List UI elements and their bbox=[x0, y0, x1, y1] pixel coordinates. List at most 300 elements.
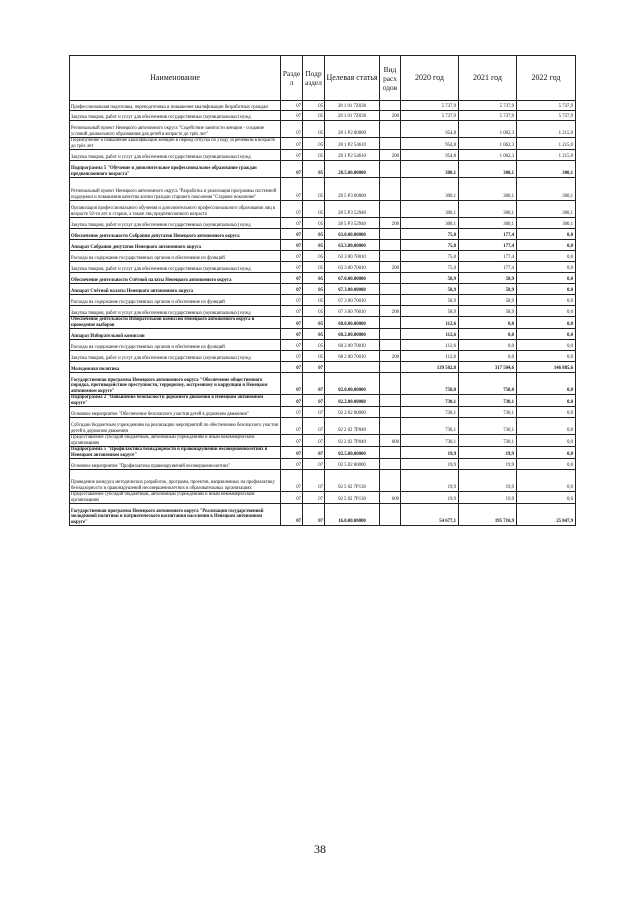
row-target-article: 16.0.00.00000 bbox=[325, 504, 380, 526]
row-value-2022: 0,0 bbox=[517, 407, 576, 418]
row-razdel: 07 bbox=[281, 317, 303, 329]
row-podrazdel: 05 bbox=[303, 150, 325, 161]
row-target-article: 28 5 P3 52940 bbox=[325, 218, 380, 229]
row-expense-type bbox=[380, 418, 401, 435]
row-value-2020: 5 737,9 bbox=[401, 101, 459, 111]
row-expense-type bbox=[380, 251, 401, 262]
row-target-article: 02 5 02 7P130 bbox=[325, 492, 380, 504]
table-row bbox=[70, 435, 576, 447]
row-value-2021: 58,9 bbox=[459, 306, 517, 317]
table-row bbox=[70, 407, 576, 418]
row-value-2020: 300,1 bbox=[401, 218, 459, 229]
row-value-2022: 0,0 bbox=[517, 240, 576, 251]
row-target-article: 02.5.00.00000 bbox=[325, 447, 380, 459]
row-value-2020: 58,9 bbox=[401, 295, 459, 306]
row-podrazdel: 05 bbox=[303, 201, 325, 218]
row-expense-type bbox=[380, 407, 401, 418]
row-podrazdel: 05 bbox=[303, 329, 325, 340]
row-expense-type bbox=[380, 284, 401, 295]
row-target-article: 02 2 02 00000 bbox=[325, 407, 380, 418]
row-expense-type: 200 bbox=[380, 111, 401, 121]
row-podrazdel: 07 bbox=[303, 373, 325, 395]
row-target-article: 68 2 00 70010 bbox=[325, 340, 380, 351]
row-value-2020: 75,0 bbox=[401, 229, 459, 240]
table-row bbox=[70, 121, 576, 138]
row-razdel: 07 bbox=[281, 470, 303, 492]
row-value-2020: 58,9 bbox=[401, 273, 459, 284]
row-name: Закупка товаров, работ и услуг для обеспечения государственных (муниципальных) нужд bbox=[70, 218, 281, 229]
table-row bbox=[70, 240, 576, 251]
row-value-2022: 5 737,9 bbox=[517, 101, 576, 111]
row-podrazdel: 05 bbox=[303, 138, 325, 150]
row-value-2020: 954,8 bbox=[401, 138, 459, 150]
row-target-article bbox=[325, 362, 380, 373]
row-target-article: 02.2.00.00000 bbox=[325, 395, 380, 407]
row-expense-type bbox=[380, 447, 401, 459]
row-value-2021: 1 062,3 bbox=[459, 138, 517, 150]
header-year-2022: 2022 год bbox=[517, 56, 576, 101]
row-value-2021: 730,1 bbox=[459, 418, 517, 435]
row-name: Основное мероприятие "Профилактика правонарушений несовершеннолетних" bbox=[70, 459, 281, 470]
row-expense-type: 200 bbox=[380, 306, 401, 317]
table-row bbox=[70, 161, 576, 178]
header-razdel: Разде л bbox=[281, 56, 303, 101]
table-row bbox=[70, 284, 576, 295]
row-podrazdel: 05 bbox=[303, 121, 325, 138]
row-target-article: 67.3.00.00000 bbox=[325, 284, 380, 295]
row-value-2021: 730,1 bbox=[459, 395, 517, 407]
row-value-2021: 0,0 bbox=[459, 351, 517, 362]
row-value-2022: 300,1 bbox=[517, 218, 576, 229]
table-row bbox=[70, 373, 576, 395]
row-expense-type bbox=[380, 470, 401, 492]
row-value-2022: 300,1 bbox=[517, 178, 576, 201]
budget-table bbox=[69, 55, 576, 526]
row-expense-type bbox=[380, 178, 401, 201]
row-razdel: 07 bbox=[281, 395, 303, 407]
row-razdel: 07 bbox=[281, 351, 303, 362]
table-row bbox=[70, 340, 576, 351]
row-podrazdel: 05 bbox=[303, 101, 325, 111]
row-razdel: 07 bbox=[281, 161, 303, 178]
row-target-article: 28 1 01 7Z030 bbox=[325, 101, 380, 111]
row-expense-type bbox=[380, 138, 401, 150]
row-razdel: 07 bbox=[281, 218, 303, 229]
row-target-article: 02 2 02 7P040 bbox=[325, 435, 380, 447]
row-value-2022: 0,0 bbox=[517, 317, 576, 329]
row-value-2020: 730,1 bbox=[401, 418, 459, 435]
row-razdel: 07 bbox=[281, 262, 303, 273]
table-row bbox=[70, 138, 576, 150]
row-expense-type bbox=[380, 504, 401, 526]
row-target-article: 63.3.00.00000 bbox=[325, 240, 380, 251]
row-podrazdel: 05 bbox=[303, 317, 325, 329]
row-value-2020: 19,9 bbox=[401, 470, 459, 492]
row-value-2022: 5 737,9 bbox=[517, 111, 576, 121]
table-row bbox=[70, 504, 576, 526]
row-value-2020: 19,9 bbox=[401, 459, 459, 470]
row-target-article: 67 3 00 70010 bbox=[325, 295, 380, 306]
table-row bbox=[70, 306, 576, 317]
row-value-2021: 195 716,9 bbox=[459, 504, 517, 526]
row-value-2022: 0,0 bbox=[517, 459, 576, 470]
row-value-2021: 730,1 bbox=[459, 435, 517, 447]
row-razdel: 07 bbox=[281, 459, 303, 470]
row-value-2021: 58,9 bbox=[459, 284, 517, 295]
row-podrazdel: 07 bbox=[303, 362, 325, 373]
row-value-2021: 300,1 bbox=[459, 178, 517, 201]
row-podrazdel: 07 bbox=[303, 492, 325, 504]
row-value-2022: 0,0 bbox=[517, 273, 576, 284]
budget-table-sheet bbox=[69, 55, 575, 526]
row-razdel: 07 bbox=[281, 329, 303, 340]
header-podrazdel: Подр аздел bbox=[303, 56, 325, 101]
row-target-article: 28 1 P2 54610 bbox=[325, 150, 380, 161]
row-podrazdel: 05 bbox=[303, 240, 325, 251]
row-value-2022: 0,0 bbox=[517, 435, 576, 447]
row-value-2021: 177,4 bbox=[459, 229, 517, 240]
header-target-article: Целевая статья bbox=[325, 56, 380, 101]
row-name: Субсидии бюджетным учреждениям на реализацию мероприятий по обеспечению безопасного участия детей в дорожном движении bbox=[70, 418, 281, 435]
row-value-2022: 0,0 bbox=[517, 447, 576, 459]
row-value-2022: 146 885,6 bbox=[517, 362, 576, 373]
row-value-2021: 317 504,6 bbox=[459, 362, 517, 373]
row-value-2021: 1 062,3 bbox=[459, 121, 517, 138]
row-podrazdel: 05 bbox=[303, 262, 325, 273]
row-podrazdel: 05 bbox=[303, 295, 325, 306]
row-value-2021: 19,9 bbox=[459, 470, 517, 492]
row-expense-type bbox=[380, 395, 401, 407]
row-value-2021: 177,4 bbox=[459, 262, 517, 273]
row-value-2020: 112,6 bbox=[401, 317, 459, 329]
header-year-2020: 2020 год bbox=[401, 56, 459, 101]
row-name: Закупка товаров, работ и услуг для обеспечения государственных (муниципальных) нужд bbox=[70, 306, 281, 317]
row-name: Подпрограмма 2 "Повышение безопасности дорожного движения в Ненецком автономном округе" bbox=[70, 395, 281, 407]
header-year-2021: 2021 год bbox=[459, 56, 517, 101]
table-row bbox=[70, 329, 576, 340]
row-expense-type bbox=[380, 101, 401, 111]
row-value-2020: 5 737,9 bbox=[401, 111, 459, 121]
table-row bbox=[70, 395, 576, 407]
row-value-2022: 0,0 bbox=[517, 373, 576, 395]
row-value-2022: 300,1 bbox=[517, 161, 576, 178]
row-target-article: 68.0.00.00000 bbox=[325, 317, 380, 329]
table-row bbox=[70, 150, 576, 161]
row-expense-type bbox=[380, 373, 401, 395]
row-value-2020: 750,0 bbox=[401, 373, 459, 395]
row-name: Организация профессионального обучения и дополнительного профессионального образования лиц в возрасте 50-ти лет и старше, а также лиц предпенсионного возраста bbox=[70, 201, 281, 218]
row-podrazdel: 07 bbox=[303, 407, 325, 418]
row-value-2022: 0,0 bbox=[517, 229, 576, 240]
row-value-2020: 19,9 bbox=[401, 492, 459, 504]
row-value-2022: 0,0 bbox=[517, 351, 576, 362]
row-value-2022: 0,0 bbox=[517, 470, 576, 492]
row-name: Обеспечение деятельности Счётной палаты Ненецкого автономного округа bbox=[70, 273, 281, 284]
row-value-2020: 19,9 bbox=[401, 447, 459, 459]
row-podrazdel: 05 bbox=[303, 351, 325, 362]
row-value-2021: 750,0 bbox=[459, 373, 517, 395]
row-value-2022: 1 215,0 bbox=[517, 121, 576, 138]
row-value-2020: 58,9 bbox=[401, 284, 459, 295]
row-target-article: 28 1 P2 00000 bbox=[325, 121, 380, 138]
row-expense-type bbox=[380, 229, 401, 240]
row-razdel: 07 bbox=[281, 111, 303, 121]
row-value-2022: 300,1 bbox=[517, 201, 576, 218]
row-razdel: 07 bbox=[281, 273, 303, 284]
row-value-2020: 954,8 bbox=[401, 121, 459, 138]
row-podrazdel: 07 bbox=[303, 470, 325, 492]
table-row bbox=[70, 273, 576, 284]
row-expense-type bbox=[380, 317, 401, 329]
row-value-2022: 0,0 bbox=[517, 395, 576, 407]
header-expense-type: Вид расх одов bbox=[380, 56, 401, 101]
table-header-row bbox=[70, 56, 576, 101]
row-razdel: 07 bbox=[281, 435, 303, 447]
table-row bbox=[70, 111, 576, 121]
row-razdel: 07 bbox=[281, 101, 303, 111]
row-value-2021: 300,1 bbox=[459, 201, 517, 218]
table-body bbox=[70, 101, 576, 526]
row-razdel: 07 bbox=[281, 251, 303, 262]
row-target-article: 68.2.00.00000 bbox=[325, 329, 380, 340]
row-podrazdel: 05 bbox=[303, 251, 325, 262]
row-razdel: 07 bbox=[281, 138, 303, 150]
row-name: Закупка товаров, работ и услуг для обеспечения государственных (муниципальных) нужд bbox=[70, 111, 281, 121]
row-expense-type bbox=[380, 121, 401, 138]
row-expense-type: 600 bbox=[380, 492, 401, 504]
row-value-2020: 75,0 bbox=[401, 240, 459, 251]
row-podrazdel: 05 bbox=[303, 218, 325, 229]
row-value-2020: 54 677,1 bbox=[401, 504, 459, 526]
row-value-2021: 1 062,3 bbox=[459, 150, 517, 161]
row-razdel: 07 bbox=[281, 306, 303, 317]
row-podrazdel: 05 bbox=[303, 111, 325, 121]
row-expense-type: 200 bbox=[380, 351, 401, 362]
row-target-article: 02 5 02 00000 bbox=[325, 459, 380, 470]
row-value-2021: 0,0 bbox=[459, 317, 517, 329]
row-target-article: 63.0.00.00000 bbox=[325, 229, 380, 240]
row-podrazdel: 05 bbox=[303, 161, 325, 178]
table-row bbox=[70, 317, 576, 329]
row-podrazdel: 05 bbox=[303, 340, 325, 351]
row-target-article: 67 3 00 70010 bbox=[325, 306, 380, 317]
row-name: Региональный проект Ненецкого автономного округа "Разработка и реализация программы системной поддержки и повышения качества жизни граждан старшего поколения "Старшее поколение" bbox=[70, 178, 281, 201]
row-target-article: 28.5.00.00000 bbox=[325, 161, 380, 178]
row-razdel: 07 bbox=[281, 150, 303, 161]
row-razdel: 07 bbox=[281, 504, 303, 526]
row-value-2021: 730,1 bbox=[459, 407, 517, 418]
row-value-2020: 75,0 bbox=[401, 262, 459, 273]
table-row bbox=[70, 492, 576, 504]
row-value-2022: 25 847,9 bbox=[517, 504, 576, 526]
row-razdel: 07 bbox=[281, 340, 303, 351]
table-row bbox=[70, 251, 576, 262]
row-target-article: 28 5 P3 52940 bbox=[325, 201, 380, 218]
row-target-article: 63 3 00 70010 bbox=[325, 251, 380, 262]
row-value-2021: 58,9 bbox=[459, 273, 517, 284]
row-value-2020: 75,0 bbox=[401, 251, 459, 262]
row-value-2022: 0,0 bbox=[517, 295, 576, 306]
row-target-article: 28 5 P3 00000 bbox=[325, 178, 380, 201]
row-name: Государственная программа Ненецкого автономного округа "Обеспечение общественного порядка, противодействие преступности, терроризму, экстремизму и коррупции в Ненецком автономном округе" bbox=[70, 373, 281, 395]
row-podrazdel: 05 bbox=[303, 306, 325, 317]
row-expense-type bbox=[380, 201, 401, 218]
row-name: Закупка товаров, работ и услуг для обеспечения государственных (муниципальных) нужд bbox=[70, 150, 281, 161]
row-value-2022: 0,0 bbox=[517, 262, 576, 273]
row-value-2021: 19,9 bbox=[459, 492, 517, 504]
row-target-article: 02.0.00.00000 bbox=[325, 373, 380, 395]
row-value-2020: 112,6 bbox=[401, 329, 459, 340]
row-value-2021: 58,9 bbox=[459, 295, 517, 306]
row-expense-type bbox=[380, 459, 401, 470]
row-value-2021: 5 737,9 bbox=[459, 111, 517, 121]
row-value-2020: 112,6 bbox=[401, 351, 459, 362]
row-value-2020: 300,1 bbox=[401, 201, 459, 218]
row-value-2022: 1 215,0 bbox=[517, 138, 576, 150]
table-row bbox=[70, 295, 576, 306]
row-podrazdel: 07 bbox=[303, 435, 325, 447]
row-razdel: 07 bbox=[281, 407, 303, 418]
row-razdel: 07 bbox=[281, 229, 303, 240]
row-expense-type: 200 bbox=[380, 262, 401, 273]
row-target-article: 28 1 01 7Z030 bbox=[325, 111, 380, 121]
table-row bbox=[70, 229, 576, 240]
row-podrazdel: 07 bbox=[303, 504, 325, 526]
row-expense-type: 600 bbox=[380, 435, 401, 447]
row-podrazdel: 07 bbox=[303, 395, 325, 407]
row-value-2022: 1 215,0 bbox=[517, 150, 576, 161]
row-expense-type bbox=[380, 240, 401, 251]
row-expense-type: 200 bbox=[380, 150, 401, 161]
row-value-2022: 0,0 bbox=[517, 306, 576, 317]
row-expense-type bbox=[380, 362, 401, 373]
row-value-2022: 0,0 bbox=[517, 284, 576, 295]
row-razdel: 07 bbox=[281, 121, 303, 138]
row-name: Аппарат Счётной палаты Ненецкого автономного округа bbox=[70, 284, 281, 295]
row-value-2022: 0,0 bbox=[517, 251, 576, 262]
row-name: Предоставление субсидий бюджетным, автономным учреждениям и иным некоммерческим организациям bbox=[70, 492, 281, 504]
row-expense-type bbox=[380, 340, 401, 351]
table-row bbox=[70, 447, 576, 459]
row-name: Профессиональная подготовка, переподготовка и повышение квалификации безработных граждан bbox=[70, 101, 281, 111]
row-name: Проведение конкурса методических разработок, программ, проектов, направленных на профилактику безнадзорности и правонарушений несовершеннолетних в образовательных организациях bbox=[70, 470, 281, 492]
row-value-2020: 58,9 bbox=[401, 306, 459, 317]
row-value-2021: 5 737,9 bbox=[459, 101, 517, 111]
row-expense-type bbox=[380, 329, 401, 340]
row-podrazdel: 05 bbox=[303, 178, 325, 201]
row-razdel: 07 bbox=[281, 373, 303, 395]
row-podrazdel: 05 bbox=[303, 284, 325, 295]
table-row bbox=[70, 418, 576, 435]
table-row bbox=[70, 362, 576, 373]
row-razdel: 07 bbox=[281, 295, 303, 306]
row-name: Закупка товаров, работ и услуг для обеспечения государственных (муниципальных) нужд bbox=[70, 262, 281, 273]
row-name: Расходы на содержание государственных органов и обеспечение их функций bbox=[70, 340, 281, 351]
row-name: Подпрограмма 5 "Профилактика безнадзорности и правонарушений несовершеннолетних в Ненецком автономном округе" bbox=[70, 447, 281, 459]
row-value-2022: 0,0 bbox=[517, 329, 576, 340]
row-value-2021: 177,4 bbox=[459, 251, 517, 262]
table-row bbox=[70, 459, 576, 470]
row-name: Закупка товаров, работ и услуг для обеспечения государственных (муниципальных) нужд bbox=[70, 351, 281, 362]
row-name: Аппарат Собрания депутатов Ненецкого автономного округа bbox=[70, 240, 281, 251]
row-podrazdel: 05 bbox=[303, 229, 325, 240]
row-target-article: 67.0.00.00000 bbox=[325, 273, 380, 284]
row-name: Государственная программа Ненецкого автономного округа "Реализация государственной молодёжной политики и патриотического воспитания населения в Ненецком автономном округе" bbox=[70, 504, 281, 526]
row-name: Подпрограмма 5 "Обучение и дополнительное профессиональное образование граждан предпенсионного возраста" bbox=[70, 161, 281, 178]
row-value-2021: 300,1 bbox=[459, 161, 517, 178]
row-target-article: 63 3 00 70010 bbox=[325, 262, 380, 273]
table-row bbox=[70, 201, 576, 218]
row-name: Обеспечение деятельности Избирательной комиссии Ненецкого автономного округа и проведение выборов bbox=[70, 317, 281, 329]
row-podrazdel: 07 bbox=[303, 459, 325, 470]
row-value-2020: 730,1 bbox=[401, 435, 459, 447]
row-razdel: 07 bbox=[281, 201, 303, 218]
row-expense-type bbox=[380, 295, 401, 306]
page-number: 38 bbox=[314, 842, 326, 856]
row-value-2022: 0,0 bbox=[517, 340, 576, 351]
row-value-2021: 300,1 bbox=[459, 218, 517, 229]
row-name: Переобучение и повышение квалификации женщин в период отпуска по уходу за ребёнком в возрасте до трёх лет bbox=[70, 138, 281, 150]
row-razdel: 07 bbox=[281, 178, 303, 201]
row-value-2021: 177,4 bbox=[459, 240, 517, 251]
table-row bbox=[70, 218, 576, 229]
table-row bbox=[70, 101, 576, 111]
table-row bbox=[70, 351, 576, 362]
row-name: Расходы на содержание государственных органов и обеспечение их функций bbox=[70, 295, 281, 306]
row-value-2020: 730,1 bbox=[401, 407, 459, 418]
row-target-article: 02 5 02 7P130 bbox=[325, 470, 380, 492]
row-razdel: 07 bbox=[281, 447, 303, 459]
row-name: Основное мероприятие "Обеспечение безопасного участия детей в дорожном движении" bbox=[70, 407, 281, 418]
header-name: Наименование bbox=[70, 56, 281, 101]
row-value-2020: 730,1 bbox=[401, 395, 459, 407]
row-value-2021: 0,0 bbox=[459, 329, 517, 340]
row-podrazdel: 07 bbox=[303, 418, 325, 435]
row-value-2022: 0,0 bbox=[517, 492, 576, 504]
row-value-2021: 19,9 bbox=[459, 459, 517, 470]
row-value-2022: 0,0 bbox=[517, 418, 576, 435]
row-expense-type bbox=[380, 161, 401, 178]
row-name: Региональный проект Ненецкого автономного округа "Содействие занятости женщин - создание условий дошкольного образования для детей в возрасте до трёх лет" bbox=[70, 121, 281, 138]
row-value-2020: 300,1 bbox=[401, 178, 459, 201]
row-value-2020: 300,1 bbox=[401, 161, 459, 178]
row-target-article: 68 2 00 70010 bbox=[325, 351, 380, 362]
row-podrazdel: 07 bbox=[303, 447, 325, 459]
row-name: Обеспечение деятельности Собрания депутатов Ненецкого автономного округа bbox=[70, 229, 281, 240]
row-podrazdel: 05 bbox=[303, 273, 325, 284]
row-name: Аппарат Избирательной комиссии bbox=[70, 329, 281, 340]
row-value-2021: 0,0 bbox=[459, 340, 517, 351]
row-name: Расходы на содержание государственных органов и обеспечение их функций bbox=[70, 251, 281, 262]
row-razdel: 07 bbox=[281, 240, 303, 251]
row-expense-type bbox=[380, 273, 401, 284]
row-name: Предоставление субсидий бюджетным, автономным учреждениям и иным некоммерческим организациям bbox=[70, 435, 281, 447]
row-target-article: 02 2 02 7P040 bbox=[325, 418, 380, 435]
row-name: Молодежная политика bbox=[70, 362, 281, 373]
row-razdel: 07 bbox=[281, 418, 303, 435]
row-razdel: 07 bbox=[281, 362, 303, 373]
table-row bbox=[70, 262, 576, 273]
row-target-article: 28 1 P2 54610 bbox=[325, 138, 380, 150]
row-razdel: 07 bbox=[281, 492, 303, 504]
row-value-2020: 112,6 bbox=[401, 340, 459, 351]
row-razdel: 07 bbox=[281, 284, 303, 295]
row-value-2020: 954,8 bbox=[401, 150, 459, 161]
row-value-2020: 139 502,8 bbox=[401, 362, 459, 373]
table-row bbox=[70, 178, 576, 201]
table-row bbox=[70, 470, 576, 492]
row-expense-type: 200 bbox=[380, 218, 401, 229]
